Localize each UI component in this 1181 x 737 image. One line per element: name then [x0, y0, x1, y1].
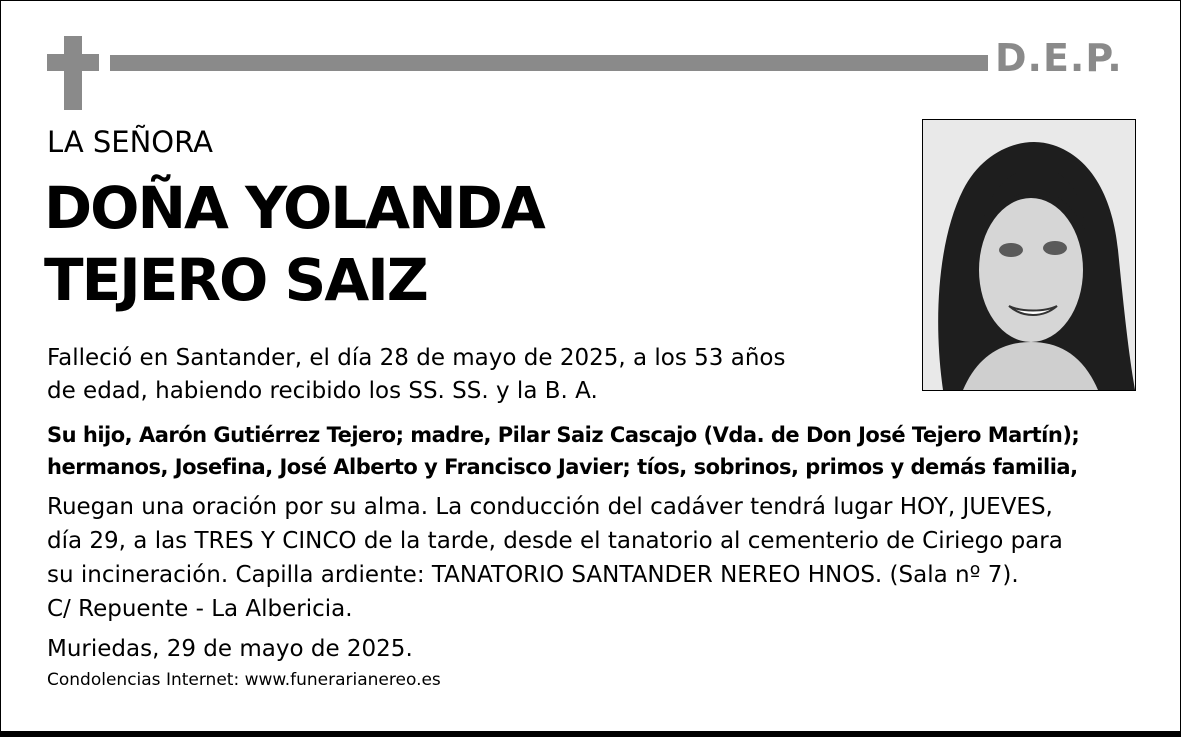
dep-label: D.E.P.	[995, 36, 1123, 80]
header-rule	[110, 55, 988, 71]
honorific: LA SEÑORA	[47, 125, 213, 159]
funeral-details	[47, 490, 1137, 626]
funeral-details-line-2: día 29, a las TRES Y CINCO de la tarde, desde el tanatorio al cementerio de Ciriego para	[47, 528, 1063, 554]
condolences-line: Condolencias Internet: www.funerarianereo.es	[47, 670, 441, 690]
place-and-date: Muriedas, 29 de mayo de 2025.	[47, 636, 413, 662]
funeral-details-line-1: Ruegan una oración por su alma. La conducción del cadáver tendrá lugar HOY, JUEVES,	[47, 494, 1053, 520]
death-notice	[47, 342, 907, 408]
family-list-line-2: hermanos, Josefina, José Alberto y Francisco Javier; tíos, sobrinos, primos y demás familia,	[47, 455, 1078, 479]
portrait-photo	[922, 119, 1136, 391]
death-notice-line-1: Falleció en Santander, el día 28 de mayo de 2025, a los 53 años	[47, 345, 786, 371]
funeral-details-line-4: C/ Repuente - La Albericia.	[47, 596, 353, 622]
cross-icon	[47, 36, 99, 110]
family-list	[47, 419, 1157, 483]
deceased-name-line-1: DOÑA YOLANDA	[44, 174, 544, 242]
deceased-name-line-2: TEJERO SAIZ	[44, 246, 427, 314]
funeral-details-line-3: su incineración. Capilla ardiente: TANATORIO SANTANDER NEREO HNOS. (Sala nº 7).	[47, 562, 1019, 588]
deceased-name	[44, 172, 544, 316]
death-notice-line-2: de edad, habiendo recibido los SS. SS. y la B. A.	[47, 378, 598, 404]
bottom-rule	[0, 731, 1181, 737]
family-list-line-1: Su hijo, Aarón Gutiérrez Tejero; madre, Pilar Saiz Cascajo (Vda. de Don José Tejero Martín);	[47, 423, 1080, 447]
